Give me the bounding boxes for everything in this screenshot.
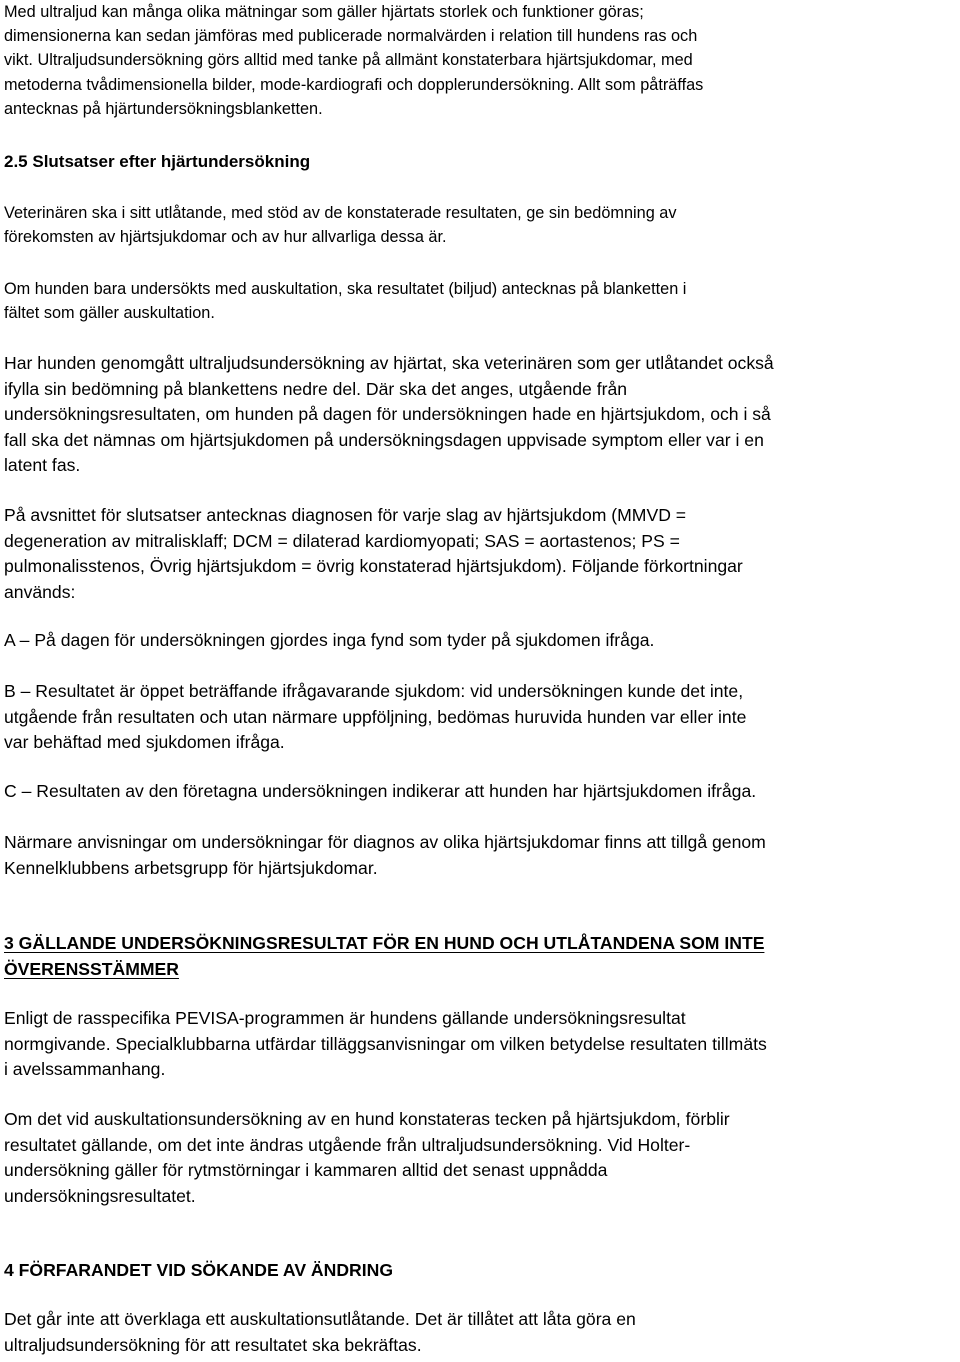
section-2-5-paragraph-1 (4, 201, 676, 249)
section-2-5-paragraph-3 (4, 351, 774, 479)
heading-line: 4 FÖRFARANDET VID SÖKANDE AV ÄNDRING (4, 1260, 394, 1280)
text-line: antecknas på hjärtundersökningsblanketten. (4, 99, 323, 118)
text-line: C – Resultaten av den företagna undersökningen indikerar att hunden har hjärtsjukdomen ifråga. (4, 781, 757, 801)
text-line: Med ultraljud kan många olika mätningar som gäller hjärtats storlek och funktioner göras; (4, 3, 644, 21)
text-line: latent fas. (4, 455, 81, 476)
section-2-5-paragraph-5 (4, 830, 766, 881)
text-line: fall ska det nämnas om hjärtsjukdomen på undersökningsdagen uppvisade symptom eller var i en (4, 429, 764, 450)
text-line: Har hunden genomgått ultraljudsundersökning av hjärtat, ska veterinären som ger utlåtandet också (4, 353, 774, 373)
text-line: Om hunden bara undersökts med auskultation, ska resultatet (biljud) antecknas på blanketten i (4, 280, 687, 298)
text-line: Veterinären ska i sitt utlåtande, med stöd av de konstaterade resultaten, ge sin bedömning av (4, 204, 677, 222)
text-line: metoderna tvådimensionella bilder, mode-kardiografi och dopplerundersökning. Allt som påträffas (4, 75, 704, 94)
section-2-5-paragraph-2 (4, 277, 686, 325)
text-line: var behäftad med sjukdomen ifråga. (4, 732, 285, 753)
abbreviation-item-b (4, 679, 746, 756)
text-line: Enligt de rasspecifika PEVISA-programmen är hundens gällande undersökningsresultat (4, 1008, 686, 1028)
heading-line: 3 GÄLLANDE UNDERSÖKNINGSRESULTAT FÖR EN HUND OCH UTLÅTANDENA SOM INTE (4, 933, 765, 953)
intro-paragraph (4, 0, 703, 121)
text-line: utgående från resultaten och utan närmare uppföljning, bedömas huruvida hunden var eller inte (4, 706, 747, 727)
section-3-paragraph-1 (4, 1006, 767, 1083)
text-line: dimensionerna kan sedan jämföras med publicerade normalvärden i relation till hundens ras och (4, 27, 698, 46)
text-line: resultatet gällande, om det inte ändras utgående från ultraljudsundersökning. Vid Holter- (4, 1134, 691, 1155)
text-line: undersökning gäller för rytmstörningar i kammaren alltid det senast uppnådda (4, 1160, 608, 1181)
text-line: förekomsten av hjärtsjukdomar och av hur allvarliga dessa är. (4, 228, 447, 247)
section-4-paragraph-1 (4, 1307, 636, 1358)
text-line: På avsnittet för slutsatser antecknas diagnosen för varje slag av hjärtsjukdom (MMVD = (4, 505, 687, 525)
text-line: i avelssammanhang. (4, 1059, 166, 1080)
section-2-5-paragraph-4 (4, 503, 743, 605)
text-line: Om det vid auskultationsundersökning av en hund konstateras tecken på hjärtsjukdom, förblir (4, 1109, 730, 1129)
text-line: ifylla sin bedömning på blankettens nedre del. Där ska det anges, utgående från (4, 378, 628, 399)
abbreviation-item-c (4, 779, 756, 805)
text-line: används: (4, 581, 76, 602)
text-line: Det går inte att överklaga ett auskultationsutlåtande. Det är tillåtet att låta göra en (4, 1309, 636, 1329)
text-line: vikt. Ultraljudsundersökning görs alltid med tanke på allmänt konstaterbara hjärtsjukdomar, med (4, 51, 693, 70)
text-line: undersökningsresultatet. (4, 1185, 196, 1206)
text-line: B – Resultatet är öppet beträffande ifrågavarande sjukdom: vid undersökningen kunde det inte, (4, 681, 744, 701)
text-line: Närmare anvisningar om undersökningar för diagnos av olika hjärtsjukdomar finns att tillgå genom (4, 832, 766, 852)
text-line: fältet som gäller auskultation. (4, 304, 215, 323)
text-line: undersökningsresultaten, om hunden på dagen för undersökningen hade en hjärtsjukdom, och i så (4, 404, 771, 425)
text-line: pulmonalisstenos, Övrig hjärtsjukdom = övrig konstaterad hjärtsjukdom). Följande förkortningar (4, 556, 743, 577)
text-line: Kennelklubbens arbetsgrupp för hjärtsjukdomar. (4, 857, 378, 878)
section-heading-4 (4, 1257, 393, 1283)
section-heading-3 (4, 930, 764, 982)
abbreviation-item-a (4, 628, 654, 654)
section-heading-2-5: 2.5 Slutsatser efter hjärtundersökning (4, 152, 311, 171)
section-3-paragraph-2 (4, 1107, 730, 1209)
text-line: A – På dagen för undersökningen gjordes inga fynd som tyder på sjukdomen ifråga. (4, 630, 655, 650)
heading-line: ÖVERENSSTÄMMER (4, 959, 179, 979)
text-line: normgivande. Specialklubbarna utfärdar tilläggsanvisningar om vilken betydelse resultaten tillmäts (4, 1033, 767, 1054)
text-line: degeneration av mitralisklaff; DCM = dilaterad kardiomyopati; SAS = aortastenos; PS = (4, 530, 680, 551)
text-line: ultraljudsundersökning för att resultatet ska bekräftas. (4, 1334, 422, 1355)
